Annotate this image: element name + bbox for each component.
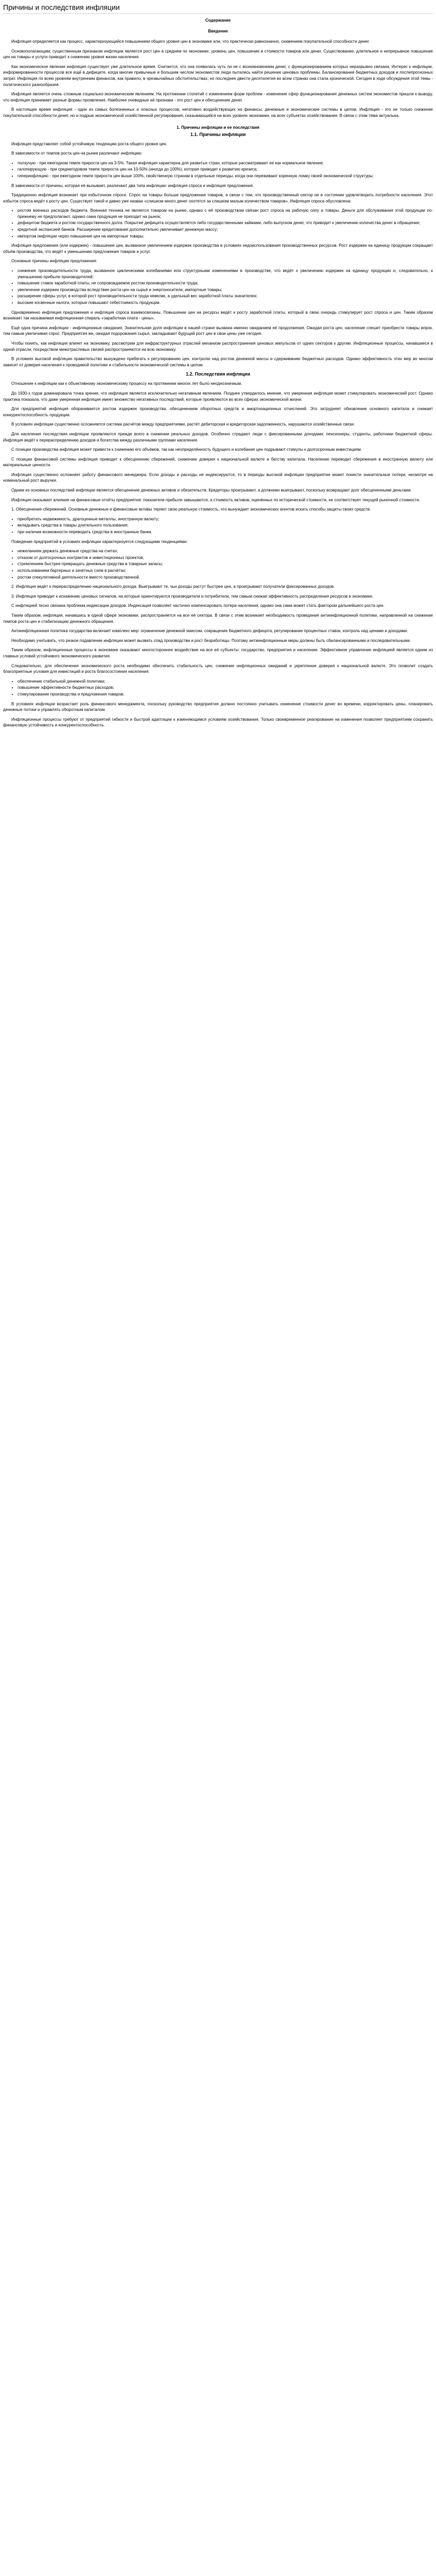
bullet-list xyxy=(3,208,433,239)
paragraph: Ещё одна причина инфляции - инфляционные ожидания. Значительная доля инфляции в нашей стране вызвана именно ожиданием её продолжения. Ожидая роста цен, население спешит приобрести товары впрок, тем самым увеличивая спрос. Предприятия же, ожидая подорожания сырья, закладывают будущий рост цен в свои цены уже сегодня. xyxy=(3,325,433,336)
list-item: • импортом инфляции через повышение цен на импортные товары. xyxy=(18,233,433,240)
paragraph: Основные причины инфляции предложения: xyxy=(11,259,97,264)
paragraph: Таким образом, инфляционные процессы в экономике оказывают многостороннее воздействие на все её субъекты: государство, предприятия и население. Эффективное управление инфляцией является одним из главных условий устойчивого экономического развития. xyxy=(3,648,433,658)
paragraph: С позиции производства инфляция может привести к снижению его объёмов, так как неопределённость будущего и колебания цен подрывают стимулы к долгосрочным инвестициям. xyxy=(11,447,362,452)
list-item: • стремлением быстрее превращать денежные средства в товарные запасы; xyxy=(18,561,433,567)
list-item: • при наличии возможности переводить средства в иностранные банки. xyxy=(18,529,433,535)
paragraph: Инфляция существенно осложняет работу финансового менеджера. Если доходы и расходы не индексируются, то в периоды высокой инфляции предприятие может понести значительные потери, несмотря на номинальный рост выручки. xyxy=(3,472,433,483)
bullet-list xyxy=(3,516,433,535)
chapter1-heading: 1. Причины инфляции и ее последствия xyxy=(177,125,259,130)
chapter2-subheading: 1.2. Последствия инфляции xyxy=(186,371,250,377)
paragraph: Инфляция оказывает влияние на финансовые отчёты предприятия: показатели прибыли завышаются, а стоимость активов, оценённых по исторической стоимости, не соответствует текущей рыночной стоимости. xyxy=(11,497,421,502)
paragraph: Поведение предприятий в условиях инфляции характеризуется следующими тенденциями: xyxy=(11,539,188,544)
list-item: • приобретать недвижимость, драгоценные металлы, иностранную валюту; xyxy=(18,516,433,522)
list-item: • использованием бартерных и зачётных схем в расчётах; xyxy=(18,568,433,574)
document-page xyxy=(0,3,436,738)
bullet-list xyxy=(3,160,433,179)
paragraph: В зависимости от причины, которая её вызывает, различают два типа инфляции: инфляция спроса и инфляция предложения. xyxy=(11,183,254,188)
list-item: • повышение ставок заработной платы, не сопровождаемое ростом производительности труда; xyxy=(18,280,433,286)
list-item: • снижение производительности труда, вызванное циклическими колебаниями или структурными изменениями в производстве, что ведёт к увеличению издержек на единицу продукции и, следовательно, к уменьшению прибыли производителей; xyxy=(18,268,433,280)
intro-paragraph: Как экономическое явление инфляция существует уже длительное время. Считается, что она появилась чуть ли не с возникновением денег, с функционированием которых неразрывно связана. Интерес к инфляции, информированности процессов все ещё в дефиците, когда многие привычные и большим числом экономистов люди пытались найти решение ценовых проблемы. Балансирование бюджетных доходов и послепрогнозных затрат. Инфляция по всем уровням внутренним финансов, как правило, в чрезвычайных обстоятельствах, но последнее двести десятилетия во всем странах она стала хронической. Сегодня в ходе обсуждения этой темы - политического разнообразия. xyxy=(3,64,433,87)
intro-paragraph: Инфляция определяется как процесс, характеризующийся повышением общего уровня цен в экономике или, что практически равнозначно, снижением покупательной способности денег. xyxy=(11,39,370,44)
paragraph: Таким образом, инфляция, начавшись в одной сфере экономики, распространяется на все её сектора. В связи с этим возникает необходимость проведения антиинфляционной политики, направленной на снижение темпов роста цен и стабилизацию денежного обращения. xyxy=(3,613,433,624)
chapter1-body xyxy=(3,141,433,368)
list-item: • увеличение издержек производства вследствие роста цен на сырьё и энергоносители, импортные товары; xyxy=(18,287,433,293)
document-title: Причины и последствия инфляции xyxy=(3,3,433,14)
paragraph: Инфляция предложения (или издержек) - повышение цен, вызванное увеличением издержек производства в условиях недоиспользования производственных ресурсов. Рост издержек на единицу продукции сокращает объём производства, что ведёт к уменьшению предложения товаров и услуг. xyxy=(3,243,433,254)
list-item: • галопирующую - при среднегодовом темпе прироста цен на 10-50% (иногда до 100%), которая приводит к развитию кризиса; xyxy=(18,166,433,173)
intro-paragraph: Инфляция является очень сложным социально-экономическим явлением. На протяжении столетий с изменением форм проблем - изменение сфер функционирования денежных систем экономистов пришли к выводу, что инфляция принимает разные формы проявления. Наиболее очевидные её признаки - это рост цен и обесценение денег. xyxy=(3,92,433,103)
paragraph: Инфляционные процессы требуют от предприятий гибкости и быстрой адаптации к изменяющимся условиям хозяйствования. Только своевременное реагирование на изменения позволяет предприятиям сохранить финансовую устойчивость и конкурентоспособность. xyxy=(3,717,433,728)
paragraph: Следовательно, для обеспечения экономического роста необходимо обеспечить стабильность цен, снижение инфляционных ожиданий и укрепление доверия к национальной валюте. Это позволит создать благоприятные условия для инвестиций и роста благосостояния населения. xyxy=(3,663,433,674)
paragraph: До 1930-х годов доминировала точка зрения, что инфляция является исключительно негативным явлением. Позднее утвердилось мнение, что умеренная инфляция может стимулировать экономический рост. Однако практика показала, что даже умеренная инфляция имеет множество негативных последствий, которые проявляются во всех сферах экономической жизни. xyxy=(3,391,433,402)
list-item: • расширение сферы услуг, в которой рост производительности труда невелик, а удельный вес заработной платы значителен; xyxy=(18,293,433,299)
list-item: • обеспечение стабильной денежной политики; xyxy=(18,679,433,685)
paragraph: Отношение к инфляции как к объективному экономическому процессу на протяжении многих лет было неоднозначным. xyxy=(11,381,242,386)
paragraph: Традиционно инфляция возникает при избыточном спросе. Спрос на товары больше предложения товаров, а связи с тем, что производственный сектор не в состоянии удовлетворить потребности населения. Этот избыток спроса ведёт к росту цен. Существует такой и давно уже назван «слишком много денег охотятся за слишком малым количеством товаров». Инфляция спроса обусловлена: xyxy=(3,193,433,204)
list-item: • повышение эффективности бюджетных расходов; xyxy=(18,685,433,691)
paragraph: Антиинфляционная политика государства включает комплекс мер: ограничение денежной эмиссии, сокращение бюджетного дефицита, регулирование процентных ставок, контроль над ценами и доходами. xyxy=(11,629,408,634)
paragraph: 1. Обесценение сбережений. Основные денежные и финансовые активы теряют свою реальную стоимость, что вынуждает экономических агентов искать способы защиты своих средств: xyxy=(11,507,371,512)
list-item: • гиперинфляцию - при ежегодном темпе прироста цен выше 100%, свойственную странам в отдельные периоды, когда они переживают коренную ломку своей экономической структуры. xyxy=(18,173,433,179)
list-item: • отказом от долгосрочных контрактов и инвестиционных проектов; xyxy=(18,555,433,561)
paragraph: В условиях инфляции возрастает роль финансового менеджмента, поскольку руководство предприятия должно постоянно учитывать изменение стоимости денег во времени, корректировать цены, планировать денежные потоки и управлять оборотным капиталом. xyxy=(3,701,433,713)
paragraph: Необходимо учитывать, что резкое подавление инфляции может вызвать спад производства и рост безработицы. Поэтому антиинфляционные меры должны быть сбалансированными и последовательными. xyxy=(11,638,411,643)
paragraph: 3. Инфляция приводит к искажению ценовых сигналов, на которые ориентируются производители и потребители, тем самым снижая эффективность распределения ресурсов в экономике. xyxy=(11,594,374,599)
intro-body xyxy=(3,39,433,119)
list-item: • вкладывать средства в товары длительного пользования; xyxy=(18,522,433,529)
paragraph: Для предприятий инфляция оборачивается ростом издержек производства, обесценением оборотных средств и амортизационных отчислений. Это затрудняет обновление основного капитала и снижает конкурентоспособность продукции. xyxy=(3,406,433,417)
bullet-list xyxy=(3,548,433,580)
paragraph: Одновременно инфляция предложения и инфляция спроса взаимосвязаны. Повышение цен на ресурсы ведёт к росту заработной платы, который в свою очередь стимулирует рост спроса и цен. Таким образом возникает так называемая инфляционная спираль «заработная плата - цены». xyxy=(3,310,433,321)
list-item: • дефицитом бюджета и ростом государственного долга. Покрытие дефицита осуществляется либо государственными займами, либо выпуском денег, что приводит к увеличению количества денег в обращении; xyxy=(18,220,433,226)
chapter2-body xyxy=(3,381,433,728)
list-item: • ростом спекулятивной деятельности вместо производственной. xyxy=(18,574,433,581)
paragraph: В условиях инфляции существенно осложняется система расчётов между предприятиями, растёт дебиторская и кредиторская задолженность, нарушаются хозяйственные связи. xyxy=(11,422,355,427)
list-item: • кредитной экспансией банков. Расширение кредитования дополнительно увеличивает денежную массу; xyxy=(18,227,433,233)
paragraph: Инфляция представляет собой устойчивую тенденцию роста общего уровня цен. xyxy=(11,141,168,146)
list-item: • ростом военных расходов бюджета. Военная техника не является товаром на рынке, однако с её производством связан рост спроса на рабочую силу и товары. Деньги для обслуживания этой продукции по-прежнему не предполагают, однако сама продукция не приходит на рынок; xyxy=(18,208,433,219)
paragraph: С позиции финансовой системы инфляция приводит к обесценению сбережений, снижению доверия к национальной валюте и бегству капитала. Население переводит сбережения в иностранную валюту или материальные ценности. xyxy=(3,456,433,468)
paragraph: Одним из основных последствий инфляции является обесценение денежных активов и обязательств. Кредиторы проигрывают, а должники выигрывают, поскольку возвращают долг обесцененными деньгами. xyxy=(11,488,412,493)
paragraph: Для населения последствия инфляции проявляются прежде всего в снижении реальных доходов. Особенно страдают люди с фиксированными доходами: пенсионеры, студенты, работники бюджетной сферы. Инфляция ведёт к перераспределению доходов и богатства между различными группами населения. xyxy=(3,431,433,443)
intro-paragraph: Основополагающим, существенным признаком инфляции является рост цен в среднем по экономике, уровень цен, повышение в стоимости товаров или денег. Существование, длительное и непрерывное повышение цен на товары и услуги приводит к снижению уровня жизни населения. xyxy=(3,48,433,60)
toc-label: Содержание xyxy=(205,18,231,23)
list-item: • высокие косвенные налоги, которые повышают себестоимость продукции. xyxy=(18,300,433,306)
paragraph: В зависимости от темпов роста цен на рынке различают инфляцию: xyxy=(11,151,143,156)
paragraph: 2. Инфляция ведёт к перераспределению национального дохода. Выигрывают те, чьи доходы растут быстрее цен, а проигрывают получатели фиксированных доходов. xyxy=(11,584,335,589)
bullet-list xyxy=(3,268,433,306)
paragraph: В условиях высокой инфляции правительство вынуждено прибегать к регулированию цен, контролю над ростом денежной массы и сдерживанию бюджетных расходов. Однако эффективность этих мер во многом зависит от доверия населения к проводимой политике и стабильности экономической системы в целом. xyxy=(3,357,433,367)
bullet-list xyxy=(3,679,433,698)
list-item: • ползучую - при ежегодном темпе прироста цен на 3-5%. Такая инфляция характерна для развитых стран, которые рассматривают ее как нормальное явление; xyxy=(18,160,433,166)
chapter1-subheading: 1.1. Причины инфляции xyxy=(190,131,246,137)
intro-heading: Введение xyxy=(208,29,228,33)
intro-paragraph: В настоящее время инфляция - один из самых болезненных и опасных процессов, негативно воздействующих на финансы, денежные и экономические системы в целом. Инфляция - это не только снижение покупательной способности денег, но и подрыв экономической хозяйственной регулирования, сказывающийся на всех уровнях экономики, на всех субъектах хозяйствования. В связи с этим тема актуальна. xyxy=(3,107,433,118)
list-item: • стимулирование производства и предложения товаров. xyxy=(18,691,433,698)
list-item: • нежеланием держать денежные средства на счетах; xyxy=(18,548,433,554)
paragraph: С инфляцией тесно связана проблема индексации доходов. Индексация позволяет частично компенсировать потери населения, однако она сама может стать фактором дальнейшего роста цен. xyxy=(11,603,385,608)
paragraph: Чтобы понять, как инфляция влияет на экономику, рассмотрим для инфраструктурных отраслей механизм распространения ценовых импульсов от одних секторов к другим. Инфляционные процессы, начавшиеся в одной отрасли, посредством межотраслевых связей распространяются на всю экономику. xyxy=(3,341,433,352)
